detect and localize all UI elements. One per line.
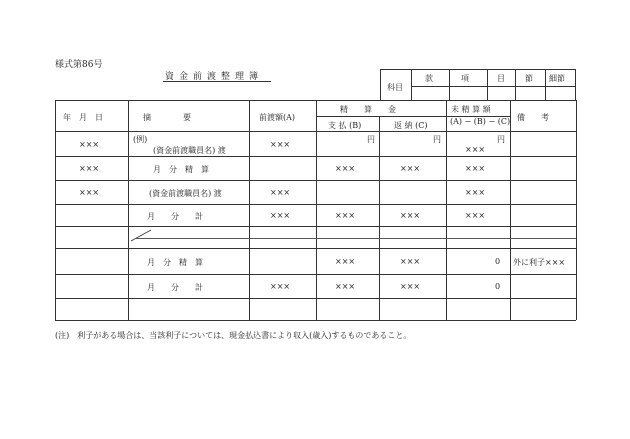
code-col-saisetsu: 細節 [549, 74, 565, 83]
account-code-box [380, 69, 576, 101]
header-date: 年 月 日 [63, 113, 103, 122]
row6-refund: ××× [400, 257, 421, 266]
row3-date: ××× [79, 188, 100, 197]
row3-advance: ××× [270, 188, 291, 197]
row2-summary: 月 分 精 算 [153, 165, 209, 174]
row4-refund: ××× [400, 211, 421, 220]
title-underline [163, 81, 271, 82]
row4-payment: ××× [335, 211, 356, 220]
header-advance: 前渡額(A) [259, 113, 296, 122]
code-col-kou: 項 [461, 74, 469, 83]
row1-payment-unit: 円 [367, 135, 375, 144]
code-col-moku: 目 [497, 74, 505, 83]
row2-payment: ××× [335, 164, 356, 173]
header-refund: 返 納 (C) [394, 121, 428, 130]
diagonal-mark [130, 228, 152, 242]
header-unsettled: 未 精 算 額 [451, 105, 491, 114]
subject-label: 科目 [387, 83, 403, 92]
header-summary: 摘 要 [143, 113, 191, 122]
code-col-setsu: 節 [525, 74, 533, 83]
row6-summary: 月 分 精 算 [147, 258, 203, 267]
row4-unsettled: ××× [465, 211, 486, 220]
header-remarks: 備 考 [517, 113, 549, 122]
row2-refund: ××× [400, 164, 421, 173]
footnote: (注) 利子がある場合は、当該利子については、現金払込書により収入(歳入)するものであること。 [55, 331, 412, 340]
row1-unsettled-unit: 円 [497, 135, 505, 144]
row3-unsettled: ××× [465, 188, 486, 197]
row7-refund: ××× [400, 282, 421, 291]
row7-unsettled: 0 [495, 282, 501, 291]
row1-summary-example: (例) [133, 135, 148, 144]
header-unsettled-formula: (A) − (B) − (C) [450, 117, 511, 126]
row1-refund-unit: 円 [433, 135, 441, 144]
row7-advance: ××× [270, 282, 291, 291]
row4-advance: ××× [270, 211, 291, 220]
row4-summary: 月 分 計 [147, 212, 203, 221]
row2-date: ××× [79, 164, 100, 173]
page-title: 資金前渡整理簿 [165, 72, 264, 82]
header-payment: 支 払 (B) [328, 121, 362, 130]
row7-summary: 月 分 計 [147, 283, 203, 292]
form-number: 様式第86号 [55, 60, 103, 70]
row6-payment: ××× [335, 257, 356, 266]
row1-advance: ××× [270, 140, 291, 149]
row1-summary: (資金前渡職員名) 渡 [153, 146, 226, 155]
header-settlement: 精 算 金 [340, 105, 396, 114]
row1-date: ××× [79, 140, 100, 149]
row6-unsettled: 0 [495, 257, 501, 266]
ledger-table [55, 100, 576, 320]
row7-payment: ××× [335, 282, 356, 291]
code-col-kan: 款 [425, 74, 433, 83]
row3-summary: (資金前渡職員名) 渡 [149, 189, 222, 198]
row1-unsettled: ××× [465, 145, 486, 154]
row2-unsettled: ××× [465, 164, 486, 173]
row6-remarks: 外に利子××× [513, 258, 566, 267]
